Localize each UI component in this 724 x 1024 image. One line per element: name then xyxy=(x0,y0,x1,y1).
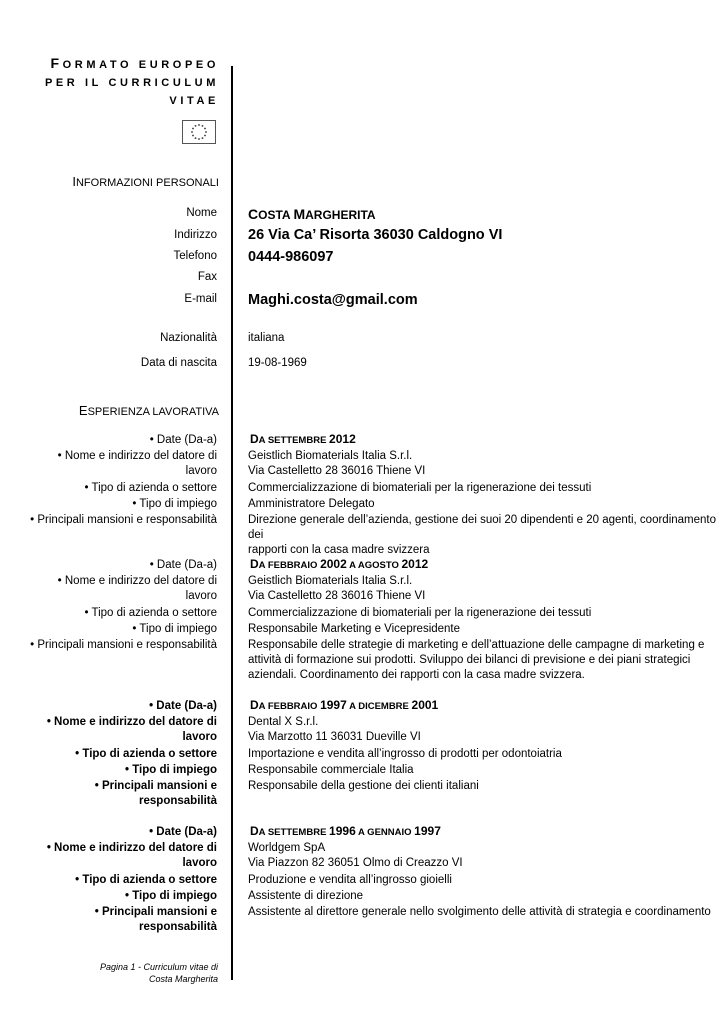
address-value: 26 Via Ca’ Risorta 36030 Caldogno VI xyxy=(248,227,503,243)
label-duties: • Principali mansioni e responsabilità xyxy=(30,639,217,651)
sector-value: Produzione e vendita all’ingrosso gioielli xyxy=(248,874,452,886)
header-line-3: VITAE xyxy=(169,95,219,107)
label-sector: • Tipo di azienda o settore xyxy=(75,874,217,886)
label-job-type: • Tipo di impiego xyxy=(132,623,217,635)
label-employer: • Nome e indirizzo del datore di lavoro xyxy=(57,575,217,602)
label-email: E-mail xyxy=(184,293,217,305)
job-type-value: Assistente di direzione xyxy=(248,890,364,902)
duties-value: Assistente al direttore generale nello svolgimento delle attività di strategia e coordinamento xyxy=(248,906,711,918)
label-date: • Date (Da-a) xyxy=(149,700,217,712)
job-date: DA FEBBRAIO 1997 A DICEMBRE 2001 xyxy=(250,698,439,712)
duties-value: Direzione generale dell’azienda, gestione dei suoi 20 dipendenti e 20 agenti, coordinamento dei rapporti con la casa madre svizzera xyxy=(248,514,716,556)
email-value: Maghi.costa@gmail.com xyxy=(248,292,418,308)
section-personal-info: INFORMAZIONI PERSONALI xyxy=(72,174,219,189)
label-phone: Telefono xyxy=(173,250,217,262)
employer-value: Geistlich Biomaterials Italia S.r.l. Via Castelletto 28 36016 Thiene VI xyxy=(248,575,426,602)
label-employer: • Nome e indirizzo del datore di lavoro xyxy=(57,450,217,477)
footer-line-2: Costa Margherita xyxy=(148,974,218,984)
employer-value: Worldgem SpA Via Piazzon 82 36051 Olmo di Creazzo VI xyxy=(248,842,463,869)
label-employer: • Nome e indirizzo del datore di lavoro xyxy=(46,716,217,743)
label-name: Nome xyxy=(186,207,217,219)
label-date: • Date (Da-a) xyxy=(149,559,217,571)
duties-value: Responsabile della gestione dei clienti italiani xyxy=(248,780,479,792)
job-date: DA SETTEMBRE 1996 A GENNAIO 1997 xyxy=(250,824,441,838)
sector-value: Commercializzazione di biomateriali per la rigenerazione dei tessuti xyxy=(248,607,592,619)
page-footer xyxy=(100,961,218,985)
label-sector: • Tipo di azienda o settore xyxy=(84,482,217,494)
column-divider xyxy=(231,66,233,980)
label-job-type: • Tipo di impiego xyxy=(125,890,217,902)
job-date: DA SETTEMBRE 2012 xyxy=(250,432,356,446)
sector-value: Importazione e vendita all’ingrosso di prodotti per odontoiatria xyxy=(248,748,562,760)
eu-flag-icon xyxy=(182,120,216,144)
footer-line-1: Pagina 1 - Curriculum vitae di xyxy=(99,962,218,972)
label-date: • Date (Da-a) xyxy=(149,434,217,446)
label-sector: • Tipo di azienda o settore xyxy=(75,748,217,760)
label-job-type: • Tipo di impiego xyxy=(125,764,217,776)
header-line-2: PER IL CURRICULUM xyxy=(44,77,219,89)
cv-header xyxy=(45,54,219,110)
label-sector: • Tipo di azienda o settore xyxy=(84,607,217,619)
birth-date-value: 19-08-1969 xyxy=(248,357,307,369)
label-nationality: Nazionalità xyxy=(160,332,217,344)
job-type-value: Amministratore Delegato xyxy=(248,498,375,510)
duties-value: Responsabile delle strategie di marketing e dell’attuazione delle campagne di marketing e attività di formazione sui prodotti. Sviluppo dei bilanci di previsione e dei piani strategici aziendali. Coordinamento dei rapporti con la casa madre svizzera. xyxy=(248,639,705,681)
label-birth-date: Data di nascita xyxy=(140,357,217,369)
label-date: • Date (Da-a) xyxy=(149,826,217,838)
sector-value: Commercializzazione di biomateriali per la rigenerazione dei tessuti xyxy=(248,482,592,494)
job-type-value: Responsabile Marketing e Vicepresidente xyxy=(248,623,461,635)
person-name: COSTA MARGHERITA xyxy=(248,206,376,222)
phone-value: 0444-986097 xyxy=(248,249,334,265)
employer-value: Dental X S.r.l. Via Marzotto 11 36031 Dueville VI xyxy=(248,716,421,743)
job-date: DA FEBBRAIO 2002 A AGOSTO 2012 xyxy=(250,557,429,571)
section-work-experience: ESPERIENZA LAVORATIVA xyxy=(78,403,219,418)
label-duties: • Principali mansioni e responsabilità xyxy=(94,906,217,933)
label-fax: Fax xyxy=(197,271,217,283)
nationality-value: italiana xyxy=(248,332,285,344)
employer-value: Geistlich Biomaterials Italia S.r.l. Via Castelletto 28 36016 Thiene VI xyxy=(248,450,426,477)
label-employer: • Nome e indirizzo del datore di lavoro xyxy=(46,842,217,869)
label-job-type: • Tipo di impiego xyxy=(132,498,217,510)
job-type-value: Responsabile commerciale Italia xyxy=(248,764,414,776)
label-address: Indirizzo xyxy=(174,229,217,241)
label-duties: • Principali mansioni e responsabilità xyxy=(94,780,217,807)
header-line-1: FORMATO EUROPEO xyxy=(50,55,219,71)
label-duties: • Principali mansioni e responsabilità xyxy=(30,514,217,526)
